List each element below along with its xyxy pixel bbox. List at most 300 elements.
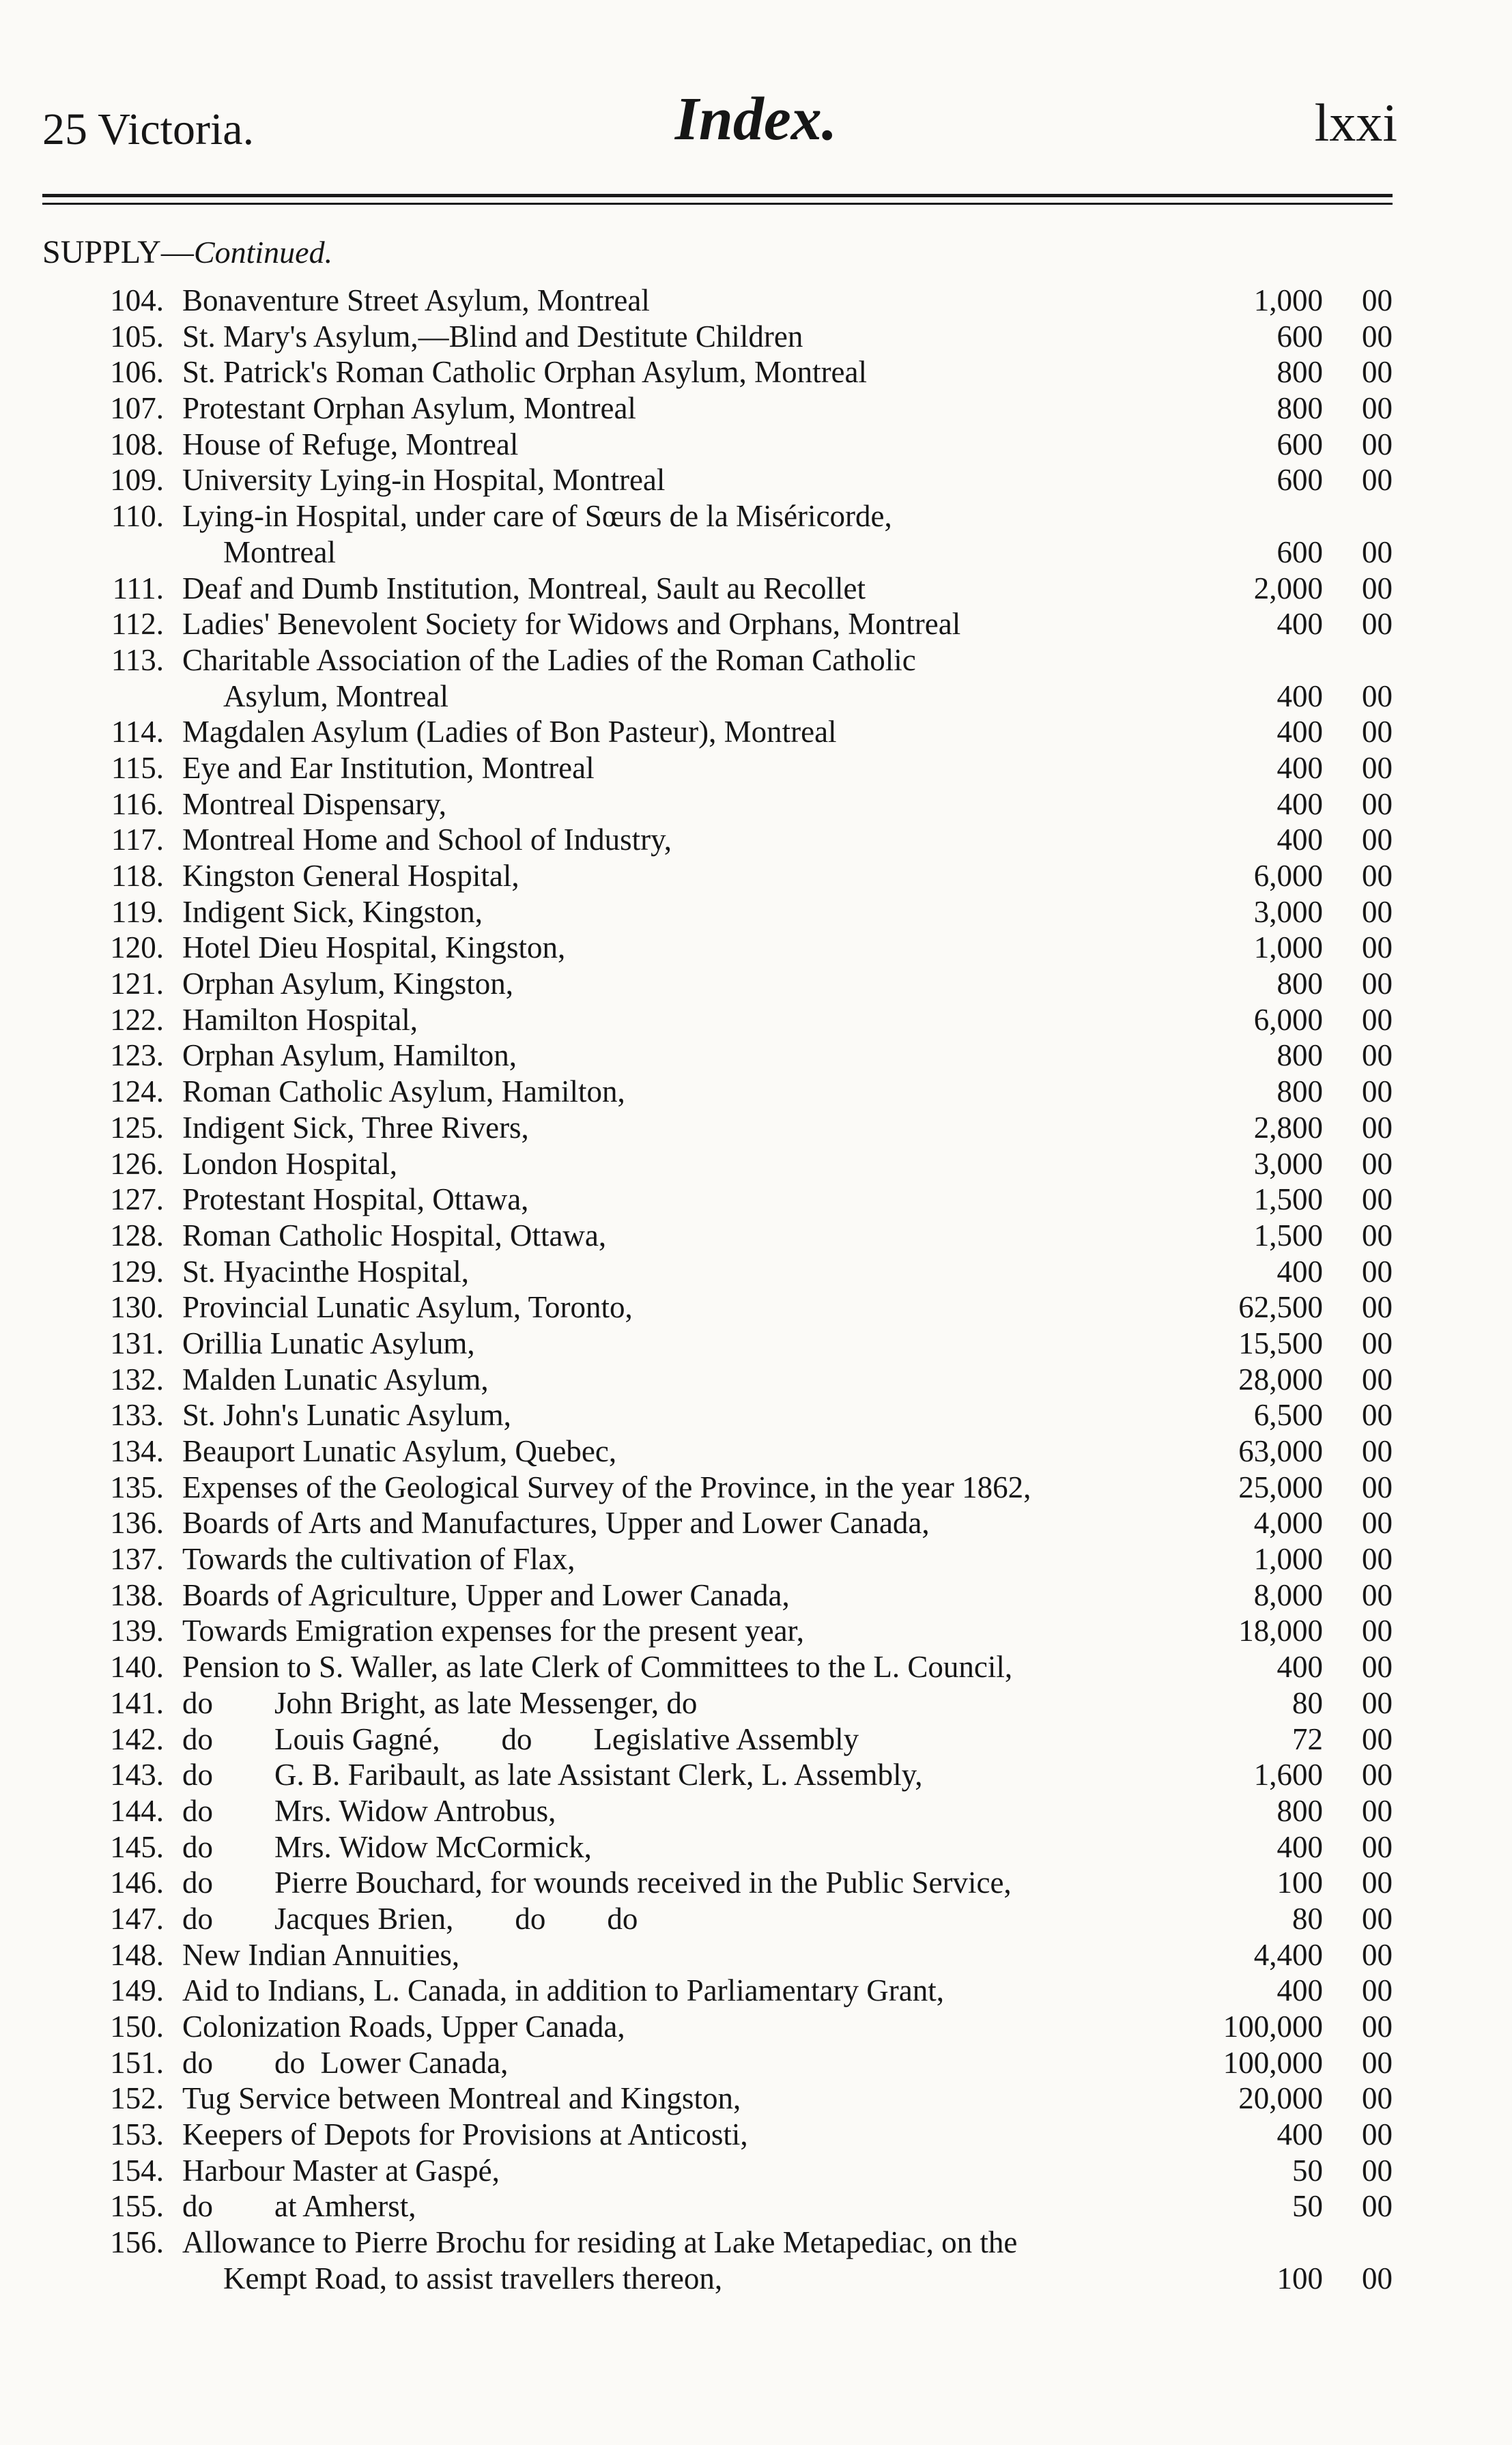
amount-cents: 00 [1362,534,1393,569]
amount-dollars: 80 [1292,1901,1323,1936]
entry-number: 111. [112,571,164,605]
entry-amount [1160,1757,1393,1793]
amount-cents: 00 [1362,1002,1393,1037]
amount-cents: 00 [1362,319,1393,354]
list-item [42,319,1393,355]
entry-number: 107. [110,391,164,426]
amount-cents: 00 [1362,894,1393,929]
list-item [42,2261,1393,2297]
list-item [42,1865,1393,1901]
entry-text: St. Mary's Asylum,—Blind and Destitute Children [182,319,803,354]
amount-dollars: 400 [1276,607,1323,642]
list-item [42,354,1393,390]
entry-amount [1160,930,1393,966]
entry-text: Hamilton Hospital, [182,1002,418,1037]
entry-number: 124. [110,1074,164,1109]
page-number: lxxi [1314,93,1397,152]
entry-text: do do Lower Canada, [182,2045,509,2080]
list-item [42,1254,1393,1290]
amount-dollars: 400 [1276,1973,1323,2008]
amount-dollars: 20,000 [1238,2081,1323,2116]
list-item [42,606,1393,642]
entry-text: Bonaventure Street Asylum, Montreal [182,283,650,317]
amount-cents: 00 [1362,2010,1393,2044]
entry-amount [1160,462,1393,498]
entry-amount [1160,2045,1393,2081]
list-item [42,1793,1393,1829]
entry-text: Pension to S. Waller, as late Clerk of Committees to the L. Council, [182,1650,1013,1685]
list-item [42,1433,1393,1470]
amount-dollars: 100 [1276,2261,1323,2296]
entry-number: 146. [110,1865,164,1900]
entry-amount [1160,1326,1393,1362]
entry-text: Roman Catholic Hospital, Ottawa, [182,1218,607,1253]
entry-amount [1160,1110,1393,1146]
entry-number: 127. [110,1182,164,1217]
entry-number: 126. [110,1146,164,1181]
amount-cents: 00 [1362,678,1393,713]
entry-text: Harbour Master at Gaspé, [182,2153,500,2188]
amount-dollars: 400 [1276,2117,1323,2152]
entry-text: do Jacques Brien, do do [182,1901,638,1936]
entry-text: Towards Emigration expenses for the present year, [182,1614,804,1648]
entry-text: University Lying-in Hospital, Montreal [182,463,666,498]
entry-amount [1160,1577,1393,1614]
amount-dollars: 1,500 [1253,1182,1323,1217]
amount-cents: 00 [1362,1758,1393,1792]
entry-amount [1160,2188,1393,2225]
list-item [42,1757,1393,1793]
entry-number: 113. [111,642,164,677]
entry-number: 140. [110,1650,164,1685]
amount-cents: 00 [1362,1506,1393,1541]
amount-dollars: 600 [1276,463,1323,498]
entry-number: 133. [110,1398,164,1433]
entry-amount [1160,1685,1393,1721]
entry-text: Orphan Asylum, Hamilton, [182,1038,517,1073]
list-item [42,714,1393,750]
entry-text: Provincial Lunatic Asylum, Toronto, [182,1290,633,1325]
amount-cents: 00 [1362,1793,1393,1828]
amount-cents: 00 [1362,427,1393,461]
entry-number: 117. [111,823,164,857]
entry-number: 130. [110,1290,164,1325]
amount-cents: 00 [1362,859,1393,893]
entry-number: 118. [111,859,164,893]
entry-amount [1160,1146,1393,1182]
entry-amount [1160,354,1393,390]
entry-text: Tug Service between Montreal and Kingston, [182,2081,741,2116]
amount-cents: 00 [1362,1074,1393,1109]
amount-cents: 00 [1362,1973,1393,2008]
entry-amount [1160,2117,1393,2153]
amount-cents: 00 [1362,1038,1393,1073]
amount-dollars: 600 [1276,319,1323,354]
entry-amount [1160,571,1393,607]
entry-amount [1160,678,1393,715]
amount-dollars: 2,800 [1253,1110,1323,1145]
entry-amount [1160,2081,1393,2117]
entry-number: 136. [110,1506,164,1541]
entry-number: 141. [110,1685,164,1720]
amount-cents: 00 [1362,1614,1393,1648]
entry-number: 121. [110,967,164,1001]
entry-number: 154. [110,2153,164,2188]
entry-text: Montreal Dispensary, [182,786,446,821]
entry-number: 156. [110,2225,164,2260]
entry-text: New Indian Annuities, [182,1937,460,1972]
amount-dollars: 6,000 [1253,1002,1323,1037]
amount-dollars: 400 [1276,786,1323,821]
list-item [42,2117,1393,2153]
amount-cents: 00 [1362,283,1393,317]
entry-amount [1160,1937,1393,1973]
entry-amount [1160,1397,1393,1433]
entry-text: Protestant Hospital, Ottawa, [182,1182,529,1217]
entry-text: Indigent Sick, Kingston, [182,894,483,929]
amount-dollars: 400 [1276,1254,1323,1289]
list-item [42,1649,1393,1685]
entry-number: 151. [110,2045,164,2080]
amount-dollars: 8,000 [1253,1577,1323,1612]
entry-number: 129. [110,1254,164,1289]
list-item [42,786,1393,823]
entry-text: Deaf and Dumb Institution, Montreal, Sault au Recollet [182,571,866,605]
entry-number: 138. [110,1577,164,1612]
entry-text: do at Amherst, [182,2189,416,2224]
section-subtitle: Continued. [193,235,333,270]
amount-dollars: 3,000 [1253,1146,1323,1181]
amount-cents: 00 [1362,1182,1393,1217]
entry-number: 143. [110,1758,164,1792]
amount-cents: 00 [1362,750,1393,785]
amount-cents: 00 [1362,2153,1393,2188]
amount-cents: 00 [1362,1326,1393,1360]
amount-cents: 00 [1362,1110,1393,1145]
amount-dollars: 1,000 [1253,1542,1323,1577]
list-item [42,1218,1393,1254]
amount-dollars: 28,000 [1238,1362,1323,1397]
entry-amount [1160,822,1393,858]
entry-number: 147. [110,1901,164,1936]
amount-cents: 00 [1362,1721,1393,1756]
header-rule-bottom [42,203,1393,205]
amount-dollars: 800 [1276,1793,1323,1828]
entry-text: Aid to Indians, L. Canada, in addition to Parliamentary Grant, [182,1973,944,2008]
list-item [42,642,1393,678]
list-item [42,1470,1393,1506]
amount-cents: 00 [1362,1650,1393,1685]
running-head-title: Index. [674,85,838,153]
amount-dollars: 800 [1276,1038,1323,1073]
entry-amount [1160,1074,1393,1110]
entry-text: Ladies' Benevolent Society for Widows and Orphans, Montreal [182,607,961,642]
entry-text: St. John's Lunatic Asylum, [182,1398,511,1433]
entry-amount [1160,1973,1393,2009]
entry-amount [1160,1002,1393,1038]
entry-number: 132. [110,1362,164,1397]
entry-amount [1160,1218,1393,1254]
entry-number: 137. [110,1542,164,1577]
list-item [42,283,1393,319]
list-item [42,1362,1393,1398]
list-item [42,678,1393,715]
entry-amount [1160,2261,1393,2297]
entry-amount [1160,319,1393,355]
entry-text: Beauport Lunatic Asylum, Quebec, [182,1434,617,1468]
amount-cents: 00 [1362,1829,1393,1864]
amount-dollars: 62,500 [1238,1290,1323,1325]
entry-number: 150. [110,2010,164,2044]
entry-amount [1160,1829,1393,1865]
entry-number: 131. [110,1326,164,1360]
entry-text: Colonization Roads, Upper Canada, [182,2010,625,2044]
entry-text: Lying-in Hospital, under care of Sœurs de la Miséricorde, [182,499,892,534]
entry-text: St. Patrick's Roman Catholic Orphan Asylum, Montreal [182,355,868,390]
amount-dollars: 800 [1276,391,1323,426]
entry-text: Expenses of the Geological Survey of the Province, in the year 1862, [182,1470,1031,1504]
entry-number: 104. [110,283,164,317]
entry-amount [1160,894,1393,930]
entry-amount [1160,1182,1393,1218]
entry-text: Protestant Orphan Asylum, Montreal [182,391,636,426]
entry-text: Allowance to Pierre Brochu for residing at Lake Metapediac, on the [182,2225,1018,2260]
amount-dollars: 6,500 [1253,1398,1323,1433]
amount-dollars: 100 [1276,1865,1323,1900]
entry-text: do John Bright, as late Messenger, do [182,1685,698,1720]
entry-amount [1160,1362,1393,1398]
entry-number: 128. [110,1218,164,1253]
amount-dollars: 72 [1292,1721,1323,1756]
amount-dollars: 800 [1276,967,1323,1001]
section-heading [42,232,332,273]
entry-text: Charitable Association of the Ladies of the Roman Catholic [182,642,916,677]
entry-number: 115. [111,750,164,785]
entry-text: Asylum, Montreal [223,678,448,713]
entry-amount [1160,1613,1393,1649]
list-item [42,894,1393,930]
entry-text: Keepers of Depots for Provisions at Anticosti, [182,2117,748,2152]
running-head-left: 25 Victoria. [42,104,255,154]
entry-text: Towards the cultivation of Flax, [182,1542,575,1577]
amount-cents: 00 [1362,786,1393,821]
amount-dollars: 3,000 [1253,894,1323,929]
entry-amount [1160,1038,1393,1074]
list-item [42,1973,1393,2009]
amount-cents: 00 [1362,1434,1393,1468]
amount-cents: 00 [1362,1290,1393,1325]
amount-dollars: 1,000 [1253,283,1323,317]
entry-text: Orphan Asylum, Kingston, [182,967,514,1001]
amount-dollars: 1,600 [1253,1758,1323,1792]
list-item [42,462,1393,498]
amount-cents: 00 [1362,1577,1393,1612]
entry-text: Orillia Lunatic Asylum, [182,1326,475,1360]
amount-dollars: 50 [1292,2153,1323,2188]
entry-amount [1160,714,1393,750]
entry-text: Malden Lunatic Asylum, [182,1362,489,1397]
list-item [42,750,1393,786]
amount-cents: 00 [1362,1865,1393,1900]
entry-amount [1160,786,1393,823]
entry-text: Roman Catholic Asylum, Hamilton, [182,1074,625,1109]
amount-cents: 00 [1362,355,1393,390]
entry-number: 108. [110,427,164,461]
list-item [42,1326,1393,1362]
list-item [42,1613,1393,1649]
amount-cents: 00 [1362,1470,1393,1504]
list-item [42,1937,1393,1973]
list-item [42,1685,1393,1721]
list-item [42,2225,1393,2261]
entry-text: Magdalen Asylum (Ladies of Bon Pasteur), Montreal [182,715,837,749]
entry-number: 109. [110,463,164,498]
entry-number: 152. [110,2081,164,2116]
amount-dollars: 1,500 [1253,1218,1323,1253]
entry-amount [1160,606,1393,642]
entry-text: Hotel Dieu Hospital, Kingston, [182,930,566,965]
list-item [42,1901,1393,1937]
entry-text: Kingston General Hospital, [182,859,519,893]
entry-text: do Louis Gagné, do Legislative Assembly [182,1721,859,1756]
entry-text: Kempt Road, to assist travellers thereon, [223,2261,723,2296]
entry-amount [1160,283,1393,319]
entry-number: 144. [110,1793,164,1828]
entry-number: 148. [110,1937,164,1972]
list-item [42,858,1393,894]
entry-text: House of Refuge, Montreal [182,427,519,461]
list-item [42,1289,1393,1326]
amount-cents: 00 [1362,1218,1393,1253]
list-item [42,390,1393,427]
list-item [42,2153,1393,2189]
amount-dollars: 600 [1276,534,1323,569]
list-item [42,1074,1393,1110]
list-item [42,1505,1393,1541]
entry-number: 153. [110,2117,164,2152]
entry-number: 142. [110,1721,164,1756]
list-item [42,1002,1393,1038]
amount-cents: 00 [1362,1937,1393,1972]
entry-amount [1160,534,1393,571]
list-item [42,1146,1393,1182]
entry-amount [1160,390,1393,427]
amount-cents: 00 [1362,1685,1393,1720]
entry-number: 105. [110,319,164,354]
entry-amount [1160,1901,1393,1937]
amount-cents: 00 [1362,463,1393,498]
amount-dollars: 2,000 [1253,571,1323,605]
amount-cents: 00 [1362,2045,1393,2080]
entry-number: 119. [111,894,164,929]
entry-amount [1160,2009,1393,2045]
list-item [42,498,1393,534]
list-item [42,1541,1393,1577]
entry-text: London Hospital, [182,1146,397,1181]
list-item [42,427,1393,463]
list-item [42,571,1393,607]
entry-number: 114. [111,715,164,749]
amount-cents: 00 [1362,1542,1393,1577]
entry-number: 116. [111,786,164,821]
section-title: SUPPLY— [42,234,194,270]
entry-text: do Mrs. Widow McCormick, [182,1829,592,1864]
entry-number: 139. [110,1614,164,1648]
amount-dollars: 4,000 [1253,1506,1323,1541]
amount-cents: 00 [1362,823,1393,857]
amount-dollars: 100,000 [1223,2045,1323,2080]
entry-number: 120. [110,930,164,965]
amount-cents: 00 [1362,1362,1393,1397]
entry-number: 134. [110,1434,164,1468]
list-item [42,1110,1393,1146]
list-item [42,2188,1393,2225]
entry-amount [1160,1649,1393,1685]
list-item [42,930,1393,966]
entry-amount [1160,966,1393,1002]
amount-dollars: 18,000 [1238,1614,1323,1648]
entry-amount [1160,750,1393,786]
amount-dollars: 4,400 [1253,1937,1323,1972]
entry-amount [1160,1721,1393,1758]
amount-cents: 00 [1362,1146,1393,1181]
entry-text: do Pierre Bouchard, for wounds received in the Public Service, [182,1865,1012,1900]
list-item [42,1577,1393,1614]
entry-text: St. Hyacinthe Hospital, [182,1254,469,1289]
amount-cents: 00 [1362,967,1393,1001]
amount-dollars: 6,000 [1253,859,1323,893]
list-item [42,1397,1393,1433]
entry-number: 123. [110,1038,164,1073]
amount-cents: 00 [1362,1254,1393,1289]
entry-amount [1160,1793,1393,1829]
amount-dollars: 15,500 [1238,1326,1323,1360]
header-rule-top [42,194,1393,197]
entry-amount [1160,1865,1393,1901]
amount-dollars: 100,000 [1223,2010,1323,2044]
amount-cents: 00 [1362,2261,1393,2296]
entry-amount [1160,427,1393,463]
list-item [42,1038,1393,1074]
amount-dollars: 400 [1276,1650,1323,1685]
list-item [42,2081,1393,2117]
entry-text: Boards of Arts and Manufactures, Upper and Lower Canada, [182,1506,930,1541]
amount-dollars: 1,000 [1253,930,1323,965]
entry-number: 135. [110,1470,164,1504]
amount-dollars: 600 [1276,427,1323,461]
amount-dollars: 50 [1292,2189,1323,2224]
entry-text: Boards of Agriculture, Upper and Lower Canada, [182,1577,790,1612]
amount-cents: 00 [1362,391,1393,426]
entry-number: 106. [110,355,164,390]
amount-cents: 00 [1362,607,1393,642]
amount-dollars: 80 [1292,1685,1323,1720]
amount-dollars: 400 [1276,823,1323,857]
list-item [42,1721,1393,1758]
entry-list [42,283,1393,2297]
amount-dollars: 800 [1276,355,1323,390]
amount-cents: 00 [1362,930,1393,965]
entry-number: 155. [110,2189,164,2224]
entry-text: do G. B. Faribault, as late Assistant Clerk, L. Assembly, [182,1758,923,1792]
entry-amount [1160,2153,1393,2189]
amount-dollars: 400 [1276,1829,1323,1864]
amount-dollars: 400 [1276,715,1323,749]
entry-number: 125. [110,1110,164,1145]
list-item [42,2045,1393,2081]
entry-text: Montreal [223,534,336,569]
amount-dollars: 63,000 [1238,1434,1323,1468]
